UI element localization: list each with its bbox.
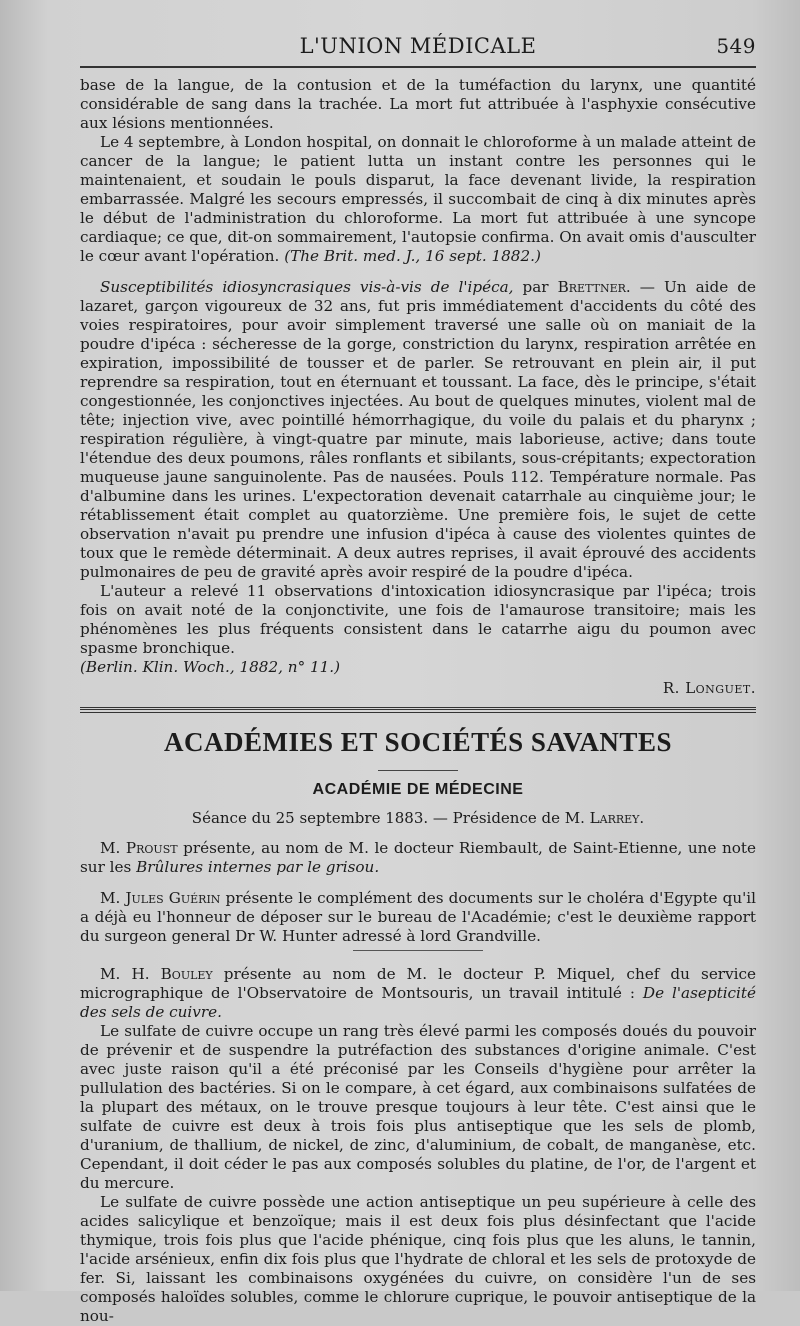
paragraph xyxy=(80,133,756,266)
header-rule xyxy=(80,66,756,68)
section-subtitle: ACADÉMIE DE MÉDECINE xyxy=(312,781,524,798)
speaker-name: M. Proust xyxy=(100,839,178,857)
page-number: 549 xyxy=(716,34,756,58)
paragraph xyxy=(80,889,756,946)
section-title: ACADÉMIES ET SOCIÉTÉS SAVANTES xyxy=(164,727,672,757)
paragraph xyxy=(80,278,756,582)
article-title: Susceptibilités idiosyncrasiques vis-à-vis de l'ipéca, xyxy=(100,278,514,296)
journal-title: L'UNION MÉDICALE xyxy=(299,34,537,58)
paragraph-text: présente, au nom de M. le docteur Riembault, de Saint-Etienne, une note sur les xyxy=(80,839,756,876)
speaker-name: M. H. Bouley xyxy=(100,965,213,983)
paragraph-text: présente le complément des documents sur le choléra d'Egypte qu'il a déjà eu l'honneur de déposer sur le bureau de l'Académie; c'est le deuxième rapport du surgeon general Dr W. Hunter adressé à lord Grandville. xyxy=(80,889,756,945)
author-name: Brettner. xyxy=(557,278,631,296)
signature: R. Longuet. xyxy=(662,679,756,697)
paragraph: Le sulfate de cuivre occupe un rang très élevé parmi les composés doués du pouvoir de prévenir et de suspendre la putréfaction des substances d'origine animale. C'est avec juste raison qu'il a été préconisé par les Conseils d'hygiène pour arrêter la pullulation des bactéries. Si on le compare, à cet égard, aux combinaisons sulfatées de la plupart des métaux, on le trouve presque toujours à leur tête. C'est ainsi que le sulfate de cuivre est deux à trois fois plus antiseptique que les sels de plomb, d'uranium, de thallium, de nickel, de zinc, d'aluminium, de cobalt, de manganèse, etc. Cependant, il doit céder le pas aux composés solubles du platine, de l'or, de l'argent et du mercure. xyxy=(80,1022,756,1192)
paragraph-text: — Un aide de lazaret, garçon vigoureux de 32 ans, fut pris immédiatement d'accidents du côté des voies respiratoires, pour avoir simplement traversé une salle où on maniait de la poudre d'ipéca : sécheresse de la gorge, constriction du larynx, respiration arrêtée en expiration, impossibilité de tousser et de parler. Se retrouvant en plein air, il put reprendre sa respiration, tout en éternuant et toussant. La face, dès le principe, s'était congestionnée, les conjonctives injectées. Au bout de quelques minutes, violent mal de tête; injection vive, avec pointillé hémorrhagique, du voile du palais et du pharynx ; respiration régulière, à vingt-quatre par minute, mais laborieuse, active; dans toute l'étendue des deux poumons, râles ronflants et sibilants, sous-crépitants; expectoration muqueuse jaune sanguinolente. Pas de nausées. Pouls 112. Température normale. Pas d'albumine dans les urines. L'expectoration devenait catarrhale au cinquième jour; le rétablissement était complet au quatorzième. Une première fois, le sujet de cette observation n'avait pu prendre une infusion d'ipéca à cause des violentes quintes de toux que le remède déterminait. A deux autres reprises, il avait éprouvé des accidents pulmonaires de peu de gravité après avoir respiré de la poudre d'ipéca. xyxy=(80,278,757,581)
reference xyxy=(80,658,756,677)
paragraph xyxy=(80,839,756,877)
item-rule xyxy=(353,950,483,951)
section-divider xyxy=(80,707,756,713)
reference: (The Brit. med. J., 16 sept. 1882.) xyxy=(284,247,541,265)
speaker-name: M. Jules Guérin xyxy=(100,889,221,907)
reference-text: (Berlin. Klin. Woch., 1882, n° 11.) xyxy=(80,658,341,676)
by-word: par xyxy=(522,278,549,296)
paragraph-text: Le 4 septembre, à London hospital, on donnait le chloroforme à un malade atteint de cancer de la langue; le patient lutta un instant contre les personnes qui le maintenaient, et soudain le pouls disparut, la face devenant livide, la respiration embarrassée. Malgré les secours empressés, il succombait de cinq à dix minutes après le début de l'administration du chloroforme. La mort fut attribuée à une syncope cardiaque; ce que, dit-on sommairement, l'autopsie confirma. On avait omis d'ausculter le cœur avant l'opération. xyxy=(80,133,756,265)
paragraph: L'auteur a relevé 11 observations d'intoxication idiosyncrasique par l'ipéca; trois fois on avait noté de la conjonctivite, une fois de l'amaurose transitoire; mais les phénomènes les plus fréquents consistent dans le catarrhe aigu du poumon avec spasme bronchique. xyxy=(80,582,756,657)
session-line xyxy=(80,809,756,827)
work-title: De l'asepticité des sels de cuivre. xyxy=(80,984,757,1021)
running-header xyxy=(80,30,756,66)
title-rule xyxy=(378,770,458,771)
spacer xyxy=(80,877,756,889)
paragraph: Le sulfate de cuivre possède une action antiseptique un peu supérieure à celle des acides salicylique et benzoïque; mais il est deux fois plus désinfectant que l'acide thymique, trois fois plus que l'acide phénique, cinq fois plus que les aluns, le tannin, l'acide arsénieux, enfin dix fois plus que l'hydrate de chloral et les sels de protoxyde de fer. Si, laissant les combinaisons oxygénées du cuivre, on considère l'un de ses composés haloïdes solubles, comme le chlorure cuprique, le pouvoir antiseptique de la nou- xyxy=(80,1193,756,1325)
paragraph: base de la langue, de la contusion et de la tuméfaction du larynx, une quantité considérable de sang dans la trachée. La mort fut attribuée à l'asphyxie consécutive aux lésions mentionnées. xyxy=(80,76,756,132)
session-text: Séance du 25 septembre 1883. — Présidence de M. xyxy=(191,809,585,827)
president-name: Larrey. xyxy=(589,809,645,827)
paragraph-text: présente au nom de M. le docteur P. Miquel, chef du service micrographique de l'Observatoire de Montsouris, un travail intitulé : xyxy=(80,965,756,1002)
paragraph xyxy=(80,965,756,1022)
note-title: Brûlures internes par le grisou. xyxy=(136,858,380,876)
spacer xyxy=(80,266,756,278)
